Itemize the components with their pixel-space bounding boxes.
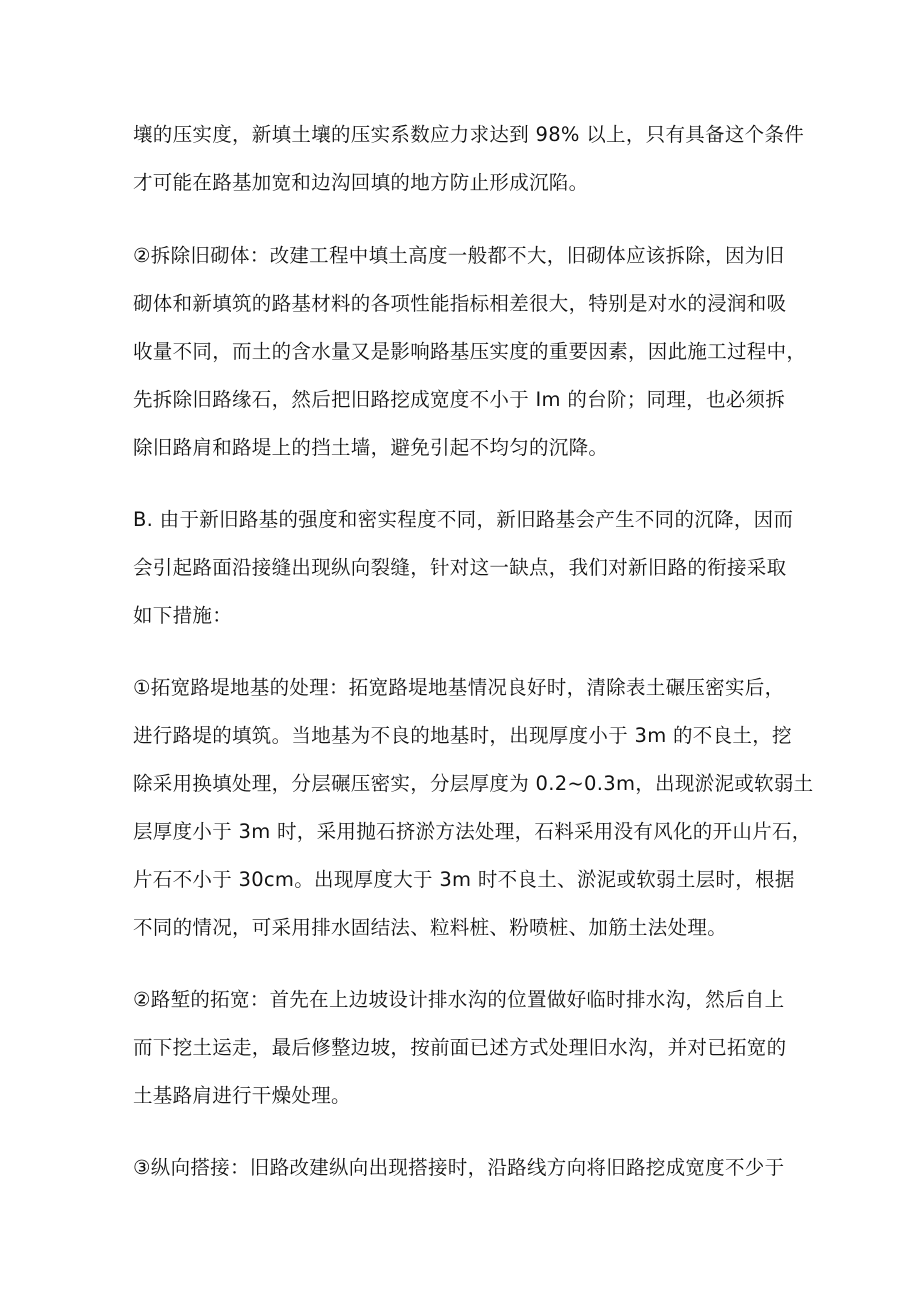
text-line: 会引起路面沿接缝出现纵向裂缝，针对这一缺点，我们对新旧路的衔接采取	[133, 556, 787, 579]
text-line: 进行路堤的填筑。当地基为不良的地基时，出现厚度小于 3m 的不良土，挖	[133, 724, 792, 747]
text-line: 收量不同，而土的含水量又是影响路基压实度的重要因素，因此施工过程中，	[133, 340, 807, 363]
text-line: 土基路肩进行干燥处理。	[133, 1084, 351, 1107]
text-line: 片石不小于 30cm。出现厚度大于 3m 时不良土、淤泥或软弱土层时，根据	[133, 868, 795, 891]
text-line: ①拓宽路堤地基的处理：拓宽路堤地基情况良好时，清除表土碾压密实后，	[133, 676, 785, 699]
paragraph-embankment-foundation	[133, 664, 814, 952]
text-line: ②拆除旧砌体：改建工程中填土高度一般都不大，旧砌体应该拆除，因为旧	[133, 244, 785, 267]
paragraph-compaction	[133, 111, 803, 207]
text-line: ②路堑的拓宽：首先在上边坡设计排水沟的位置做好临时排水沟，然后自上	[133, 988, 785, 1011]
text-line: 砌体和新填筑的路基材料的各项性能指标相差很大，特别是对水的浸润和吸	[133, 292, 787, 315]
text-line: 不同的情况，可采用排水固结法、粒料桩、粉喷桩、加筋土法处理。	[133, 916, 728, 939]
paragraph-remove-old-masonry	[133, 232, 807, 472]
text-line: 如下措施：	[133, 604, 233, 627]
text-line: B. 由于新旧路基的强度和密实程度不同，新旧路基会产生不同的沉降，因而	[133, 508, 794, 531]
text-line: 而下挖土运走，最后修整边坡，按前面已述方式处理旧水沟，并对已拓宽的	[133, 1036, 787, 1059]
paragraph-longitudinal-overlap	[133, 1144, 803, 1192]
text-line: 除旧路肩和路堤上的挡土墙，避免引起不均匀的沉降。	[133, 436, 609, 459]
text-line: 才可能在路基加宽和边沟回填的地方防止形成沉陷。	[133, 171, 589, 194]
text-line: 先拆除旧路缘石，然后把旧路挖成宽度不小于 Im 的台阶；同理，也必须拆	[133, 388, 786, 411]
text-line: ③纵向搭接：旧路改建纵向出现搭接时，沿路线方向将旧路挖成宽度不少于	[133, 1156, 785, 1179]
paragraph-section-b	[133, 496, 803, 640]
paragraph-cutting-widening	[133, 976, 803, 1120]
text-line: 除采用换填处理，分层碾压密实，分层厚度为 0.2~0.3m，出现淤泥或软弱土	[133, 772, 814, 795]
text-line: 层厚度小于 3m 时，采用抛石挤淤方法处理，石料采用没有风化的开山片石，	[133, 820, 812, 843]
text-line: 壤的压实度，新填土壤的压实系数应力求达到 98% 以上，只有具备这个条件	[133, 123, 805, 146]
